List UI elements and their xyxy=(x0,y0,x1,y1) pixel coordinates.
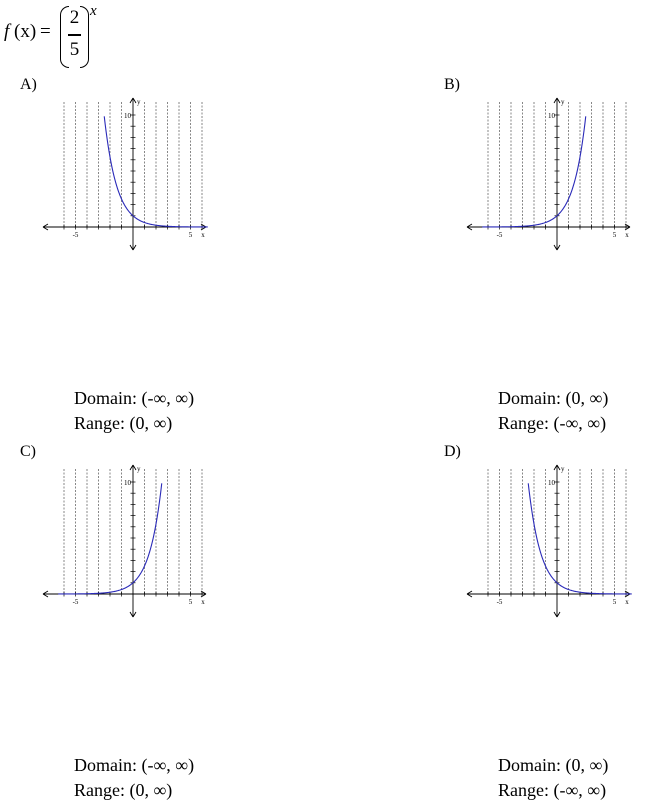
domain-text: Domain: (0, ∞) xyxy=(498,755,609,775)
choice-letter: D) xyxy=(444,443,461,460)
y-axis-label: y xyxy=(137,465,141,473)
exponent: x xyxy=(90,3,97,19)
domain-text: Domain: (-∞, ∞) xyxy=(74,755,195,775)
y-axis-label: y xyxy=(137,98,141,106)
exponential-curve xyxy=(482,116,586,227)
x-tick-label-5: 5 xyxy=(612,598,617,606)
choice-b[interactable] xyxy=(444,76,650,436)
x-tick-label-neg5: -5 xyxy=(496,231,503,239)
fraction-denominator: 5 xyxy=(69,39,80,60)
range-text: Range: (-∞, ∞) xyxy=(498,413,607,433)
x-tick-label-neg5: -5 xyxy=(72,598,79,606)
choice-b-graph xyxy=(464,94,634,254)
x-axis-label: x xyxy=(201,598,205,606)
exponential-curve xyxy=(58,483,162,594)
x-tick-label-5: 5 xyxy=(188,231,193,239)
choice-d-graph xyxy=(464,461,634,621)
choice-letter: B) xyxy=(444,76,460,93)
right-parenthesis xyxy=(80,6,89,68)
x-axis-label: x xyxy=(625,231,629,239)
exponential-curve xyxy=(104,116,208,227)
choice-a[interactable] xyxy=(20,76,240,436)
range-text: Range: (-∞, ∞) xyxy=(498,780,607,800)
fraction-numerator: 2 xyxy=(69,7,80,28)
function-lhs: f (x) xyxy=(4,21,37,42)
x-tick-label-5: 5 xyxy=(188,598,193,606)
x-axis-label: x xyxy=(625,598,629,606)
y-tick-label-10: 10 xyxy=(124,479,131,487)
x-tick-label-5: 5 xyxy=(612,231,617,239)
x-tick-label-neg5: -5 xyxy=(72,231,79,239)
x-axis-label: x xyxy=(201,231,205,239)
range-text: Range: (0, ∞) xyxy=(74,413,173,433)
choice-d[interactable] xyxy=(444,443,650,803)
x-tick-label-neg5: -5 xyxy=(496,598,503,606)
y-axis-label: y xyxy=(561,465,565,473)
choice-c[interactable] xyxy=(20,443,240,803)
y-axis-label: y xyxy=(561,98,565,106)
y-tick-label-10: 10 xyxy=(548,112,555,120)
choice-letter: A) xyxy=(20,76,37,93)
choice-letter: C) xyxy=(20,443,36,460)
choice-a-graph xyxy=(40,94,210,254)
y-tick-label-10: 10 xyxy=(124,112,131,120)
choice-c-graph xyxy=(40,461,210,621)
exponential-curve xyxy=(528,483,632,594)
equals-sign: = xyxy=(40,21,51,42)
range-text: Range: (0, ∞) xyxy=(74,780,173,800)
domain-text: Domain: (0, ∞) xyxy=(498,388,609,408)
domain-text: Domain: (-∞, ∞) xyxy=(74,388,195,408)
function-definition xyxy=(4,3,164,71)
y-tick-label-10: 10 xyxy=(548,479,555,487)
